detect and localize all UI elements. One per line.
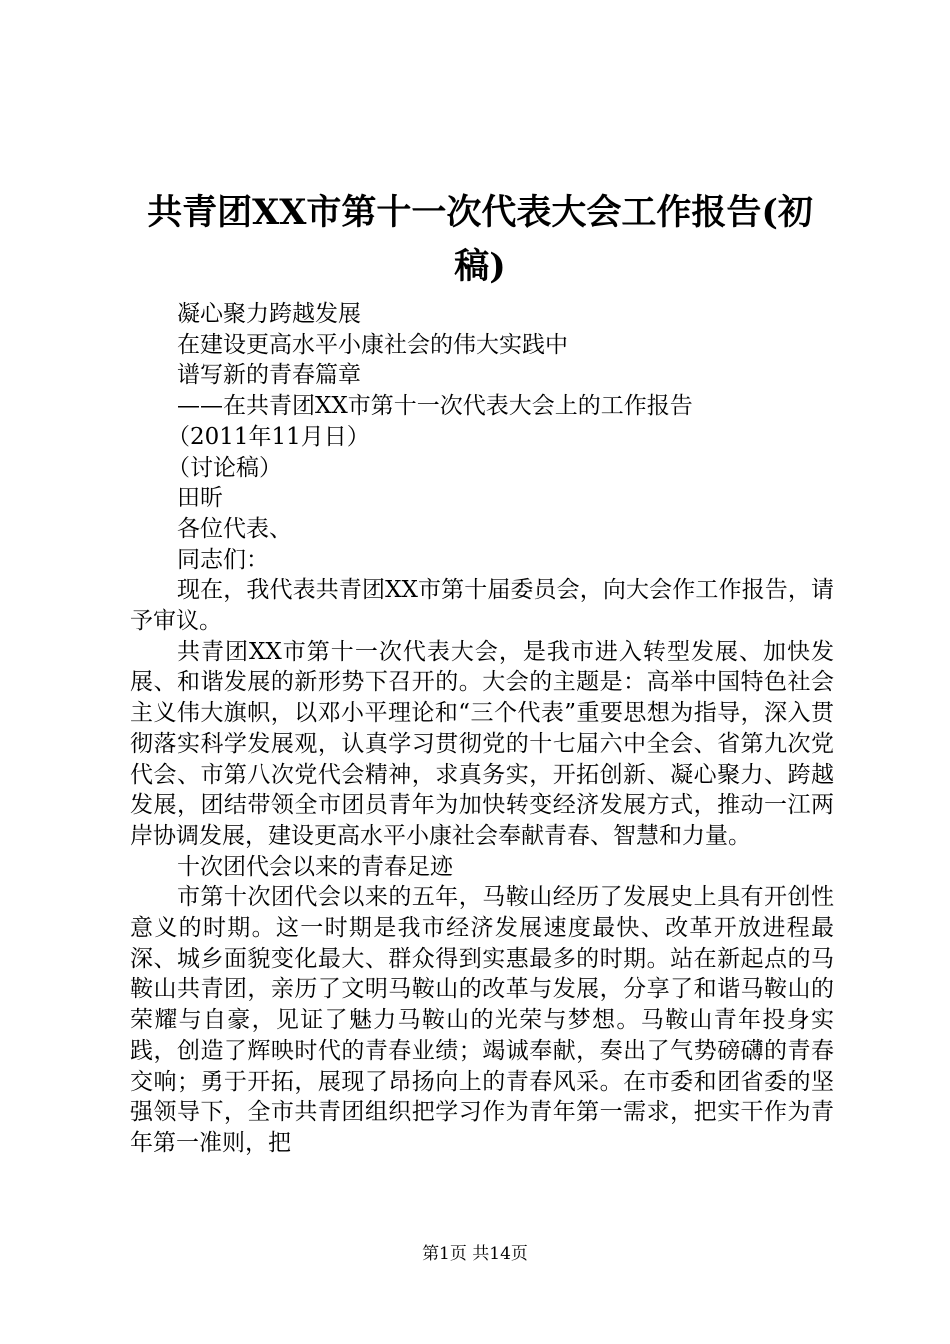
salutation-line: 同志们： (177, 546, 269, 573)
body-paragraph: 共青团XX市第十一次代表大会，是我市进入转型发展、加快发展、和谐发展的新形势下召开的。大会的主题是：高举中国特色社会主义伟大旗帜，以邓小平理论和“三个代表”重要思想为指导，深入贯彻落实科学发展观，认真学习贯彻党的十七届六中全会、省第九次党代会、市第八次党代会精神，求真务实，开拓创新、凝心聚力、跨越发展，团结带领全市团员青年为加快转变经济发展方式，推动一江两岸协调发展，建设更高水平小康社会奉献青春、智慧和力量。 (130, 638, 834, 849)
document-body (130, 299, 834, 1159)
title-line-2: 稿) (454, 246, 506, 287)
title-line-1: 共青团XX市第十一次代表大会工作报告(初 (147, 192, 813, 233)
document-title (130, 186, 830, 294)
body-paragraph: 现在，我代表共青团XX市第十届委员会，向大会作工作报告，请予审议。 (130, 577, 834, 635)
heading-line: ——在共青团XX市第十一次代表大会上的工作报告 (177, 393, 693, 420)
page-footer: 第1页 共14页 (422, 1244, 528, 1264)
salutation-line: 各位代表、 (177, 515, 292, 542)
heading-line: 谱写新的青春篇章 (177, 362, 361, 389)
section-heading: 十次团代会以来的青春足迹 (177, 853, 453, 880)
author-name: 田昕 (177, 485, 223, 512)
draft-note: （讨论稿） (167, 454, 282, 481)
body-paragraph: 市第十次团代会以来的五年，马鞍山经历了发展史上具有开创性意义的时期。这一时期是我市经济发展速度最快、改革开放进程最深、城乡面貌变化最大、群众得到实惠最多的时期。站在新起点的马鞍山共青团，亲历了文明马鞍山的改革与发展，分享了和谐马鞍山的荣耀与自豪，见证了魅力马鞍山的光荣与梦想。马鞍山青年投身实践，创造了辉映时代的青春业绩；竭诚奉献，奏出了气势磅礴的青春交响；勇于开拓，展现了昂扬向上的青春风采。在市委和团省委的坚强领导下，全市共青团组织把学习作为青年第一需求，把实干作为青年第一准则，把 (130, 884, 834, 1156)
heading-line: 在建设更高水平小康社会的伟大实践中 (177, 331, 568, 358)
date-line: （2011年11月日） (167, 423, 370, 450)
heading-line: 凝心聚力跨越发展 (177, 301, 361, 327)
